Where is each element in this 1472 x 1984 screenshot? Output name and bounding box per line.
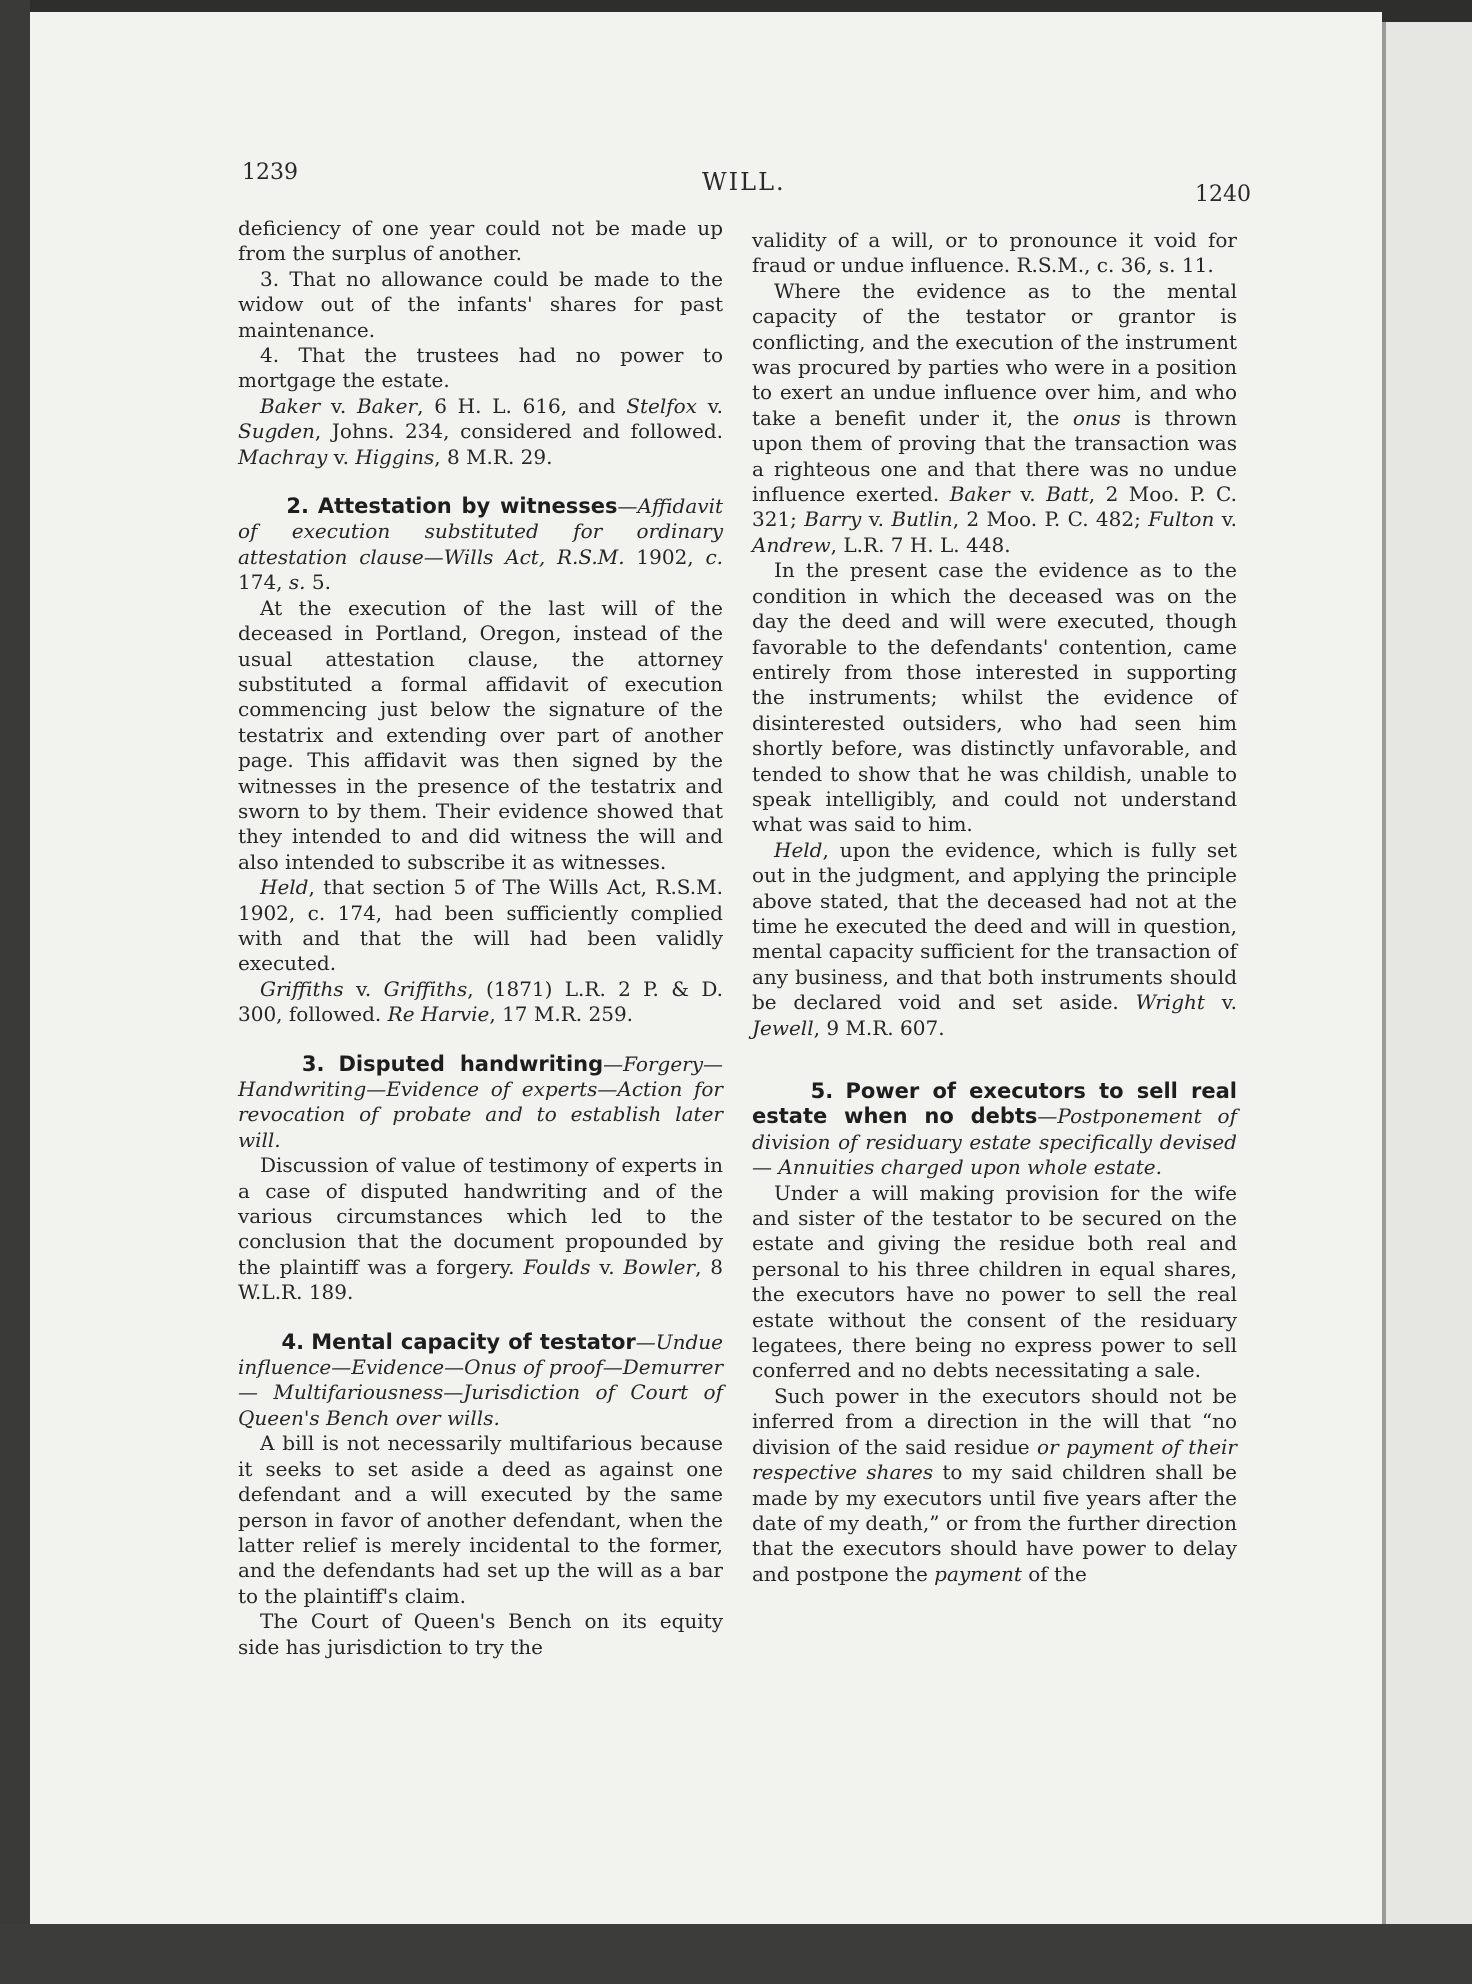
section-5-heading: 5. Power of executors to sell real estate when no debts—Postponement of division of residuary estate specifically devised — Annuities charged upon whole estate. [752,1079,1237,1180]
scan-bottom-edge [0,1924,1472,1984]
intro-line-1: deficiency of one year could not be made up from the surplus of another. [238,216,723,266]
section-3-heading: 3. Disputed handwriting—Forgery—Handwriting—Evidence of experts—Action for revocation of probate and to establish later will. [238,1051,724,1152]
section-4-body-2: The Court of Queen's Bench on its equity side has jurisdiction to try the [238,1609,723,1659]
intro-line-3: 4. That the trustees had no power to mortgage the estate. [238,343,723,393]
right-held-paragraph: Held, upon the evidence, which is fully set out in the judgment, and applying the principle above stated, that the deceased had not at the time he executed the deed and will in question, mental capacity sufficient for the transaction of any business, and that both instruments should be declared void and set aside. Wright v. Jewell, 9 M.R. 607. [752,837,1237,1040]
right-continuation: validity of a will, or to pronounce it void for fraud or undue influence. R.S.M., c. 36, s. 11. [752,228,1237,278]
present-case-paragraph: In the present case the evidence as to the condition in which the deceased was on the day the deed and will were executed, though favorable to the defendants' contention, came entirely from those interested in supporting the instruments; whilst the evidence of disinterested outsiders, who had seen him shortly before, was distinctly unfavorable, and tended to show that he was childish, unable to speak intelligibly, and could not understand what was said to him. [752,558,1237,837]
right-column [752,228,1237,1587]
section-2-held: Held, that section 5 of The Wills Act, R.S.M. 1902, c. 174, had been sufficiently complied with and that the will had been validly executed. [238,875,723,976]
right-page-number: 1240 [1195,182,1251,207]
section-5-body-1: Under a will making provision for the wife and sister of the testator to be secured on the estate and giving the residue both real and personal to his three children in equal shares, the executors have no power to sell the real estate without the consent of the residuary legatees, there being no express power to sell conferred and no debts necessitating a sale. [752,1180,1237,1383]
section-2-heading: 2. Attestation by witnesses—Affidavit of execution substituted for ordinary attestation clause—Wills Act, R.S.M. 1902, c. 174, s. 5. [238,494,724,595]
scan-left-edge [0,0,30,1984]
section-4-heading: 4. Mental capacity of testator—Undue influence—Evidence—Onus of proof—Demurrer — Multifariousness—Jurisdiction of Court of Queen's Bench over wills. [238,1329,723,1430]
section-3-body: Discussion of value of testimony of experts in a case of disputed handwriting and of the various circumstances which led to the conclusion that the document propounded by the plaintiff was a forgery. Foulds v. Bowler, 8 W.L.R. 189. [238,1153,723,1305]
section-2-body: At the execution of the last will of the deceased in Portland, Oregon, instead of the usual attestation clause, the attorney substituted a formal affidavit of execution commencing just below the signature of the testatrix and extending over part of another page. This affidavit was then signed by the witnesses in the presence of the testatrix and sworn to by them. Their evidence showed that they intended to and did witness the will and also intended to subscribe it as witnesses. [238,595,723,874]
section-5-body-2: Such power in the executors should not be inferred from a direction in the will that “no division of the said residue or payment of their respective shares to my said children shall be made by my executors until five years after the date of my death,” or from the further direction that the executors should have power to delay and postpone the payment of the [752,1383,1238,1586]
mental-capacity-rule: Where the evidence as to the mental capacity of the testator or grantor is conflicting, and the execution of the instrument was procured by parties who were in a position to exert an undue influence over him, and who take a benefit under it, the onus is thrown upon them of proving that the transaction was a righteous one and that there was no undue influence exerted. Baker v. Batt, 2 Moo. P. C. 321; Barry v. Butlin, 2 Moo. P. C. 482; Fulton v. Andrew, L.R. 7 H. L. 448. [752,278,1238,557]
intro-citation: Baker v. Baker, 6 H. L. 616, and Stelfox v. Sugden, Johns. 234, considered and followed. Machray v. Higgins, 8 M.R. 29. [238,393,724,469]
left-column [238,216,723,1660]
running-head: WILL. [702,168,786,196]
section-2-citation: Griffiths v. Griffiths, (1871) L.R. 2 P. & D. 300, followed. Re Harvie, 17 M.R. 259. [238,976,724,1027]
section-4-body-1: A bill is not necessarily multifarious because it seeks to set aside a deed as against one defendant and a will executed by the same person in favor of another defendant, when the latter relief is merely incidental to the former, and the defendants had set up the will as a bar to the plaintiff's claim. [238,1431,723,1608]
intro-line-2: 3. That no allowance could be made to the widow out of the infants' shares for past maintenance. [238,266,723,342]
scan-right-edge [1382,22,1472,1924]
left-page-number: 1239 [242,160,298,185]
